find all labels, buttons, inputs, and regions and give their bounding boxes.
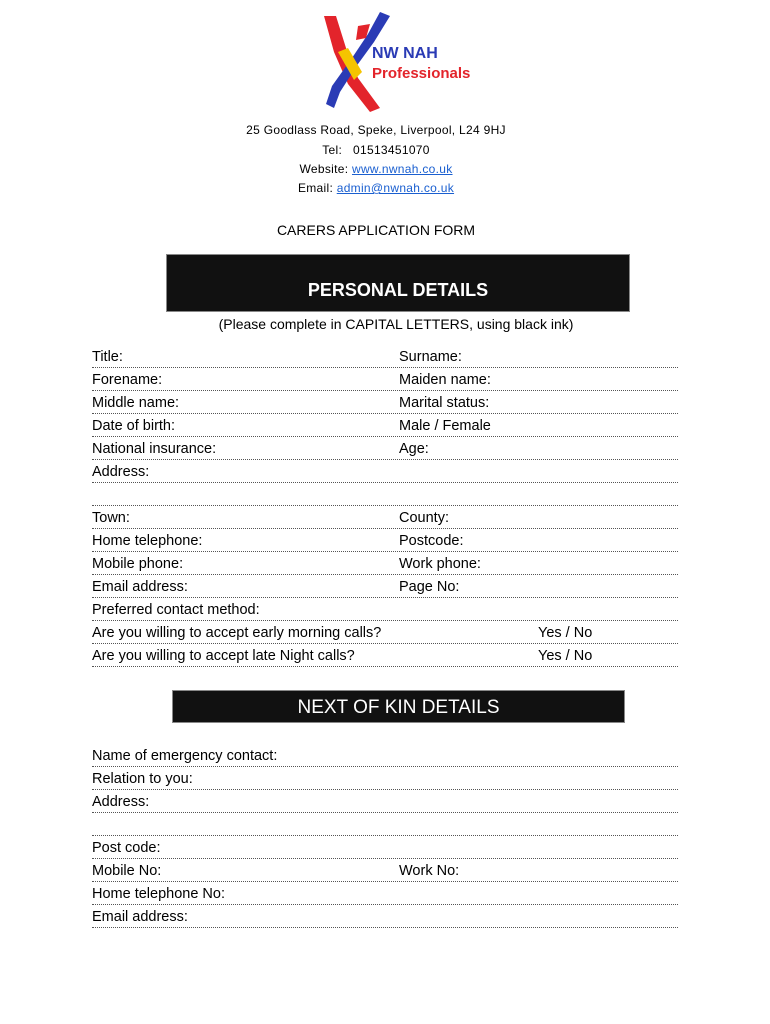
company-logo [318,8,478,118]
email-address-field[interactable]: Email address: [92,579,188,595]
form-row [92,394,678,414]
form-row [92,839,678,859]
form-row [92,371,678,391]
email-label: Email: [297,181,334,195]
logo-text-line1: NW NAH [372,45,438,62]
form-row [92,885,678,905]
form-row [92,417,678,437]
kin-mobile-field[interactable]: Mobile No: [92,863,162,879]
contact-address: 25 Goodlass Road, Speke, Liverpool, L24 9HJ [246,123,506,137]
instruction-note: (Please complete in CAPITAL LETTERS, using black ink) [218,316,574,332]
late-calls-options[interactable]: Yes / No [538,648,593,664]
contact-website [0,162,752,176]
home-telephone-field[interactable]: Home telephone: [92,533,203,549]
county-field[interactable]: County: [399,510,449,526]
form-row [92,509,678,529]
relation-field[interactable]: Relation to you: [92,771,193,787]
preferred-contact-field[interactable]: Preferred contact method: [92,602,260,618]
form-row [92,601,678,621]
form-row [92,747,678,767]
form-title: CARERS APPLICATION FORM [276,222,476,238]
title-field[interactable]: Title: [92,349,123,365]
work-phone-field[interactable]: Work phone: [399,556,481,572]
form-row [92,555,678,575]
kin-address-line-2[interactable] [92,816,678,836]
form-row [92,862,678,882]
form-row [92,624,678,644]
tel-value: 01513451070 [353,143,430,157]
form-row [92,440,678,460]
form-row [92,348,678,368]
surname-field[interactable]: Surname: [399,349,462,365]
emergency-contact-name-field[interactable]: Name of emergency contact: [92,748,278,764]
dob-field[interactable]: Date of birth: [92,418,176,434]
next-of-kin-heading: NEXT OF KIN DETAILS [172,690,625,723]
town-field[interactable]: Town: [92,510,130,526]
form-row [92,578,678,598]
website-label: Website: [299,162,349,176]
form-row [92,463,678,483]
late-calls-question: Are you willing to accept late Night calls? [92,648,355,664]
page-no-field[interactable]: Page No: [399,579,460,595]
address-field[interactable]: Address: [92,464,150,480]
website-link[interactable]: www.nwnah.co.uk [351,162,453,176]
address-line-2[interactable] [92,486,678,506]
kin-email-field[interactable]: Email address: [92,909,188,925]
mobile-phone-field[interactable]: Mobile phone: [92,556,184,572]
email-link[interactable]: admin@nwnah.co.uk [336,181,455,195]
personal-details-heading: PERSONAL DETAILS [166,254,630,312]
postcode-field[interactable]: Postcode: [399,533,464,549]
form-row [92,793,678,813]
kin-home-telephone-field[interactable]: Home telephone No: [92,886,225,902]
tel-label: Tel: [322,143,343,157]
form-row [92,647,678,667]
national-insurance-field[interactable]: National insurance: [92,441,217,457]
contact-email [0,181,752,195]
form-row [92,532,678,552]
age-field[interactable]: Age: [399,441,429,457]
maiden-name-field[interactable]: Maiden name: [399,372,491,388]
kin-postcode-field[interactable]: Post code: [92,840,161,856]
forename-field[interactable]: Forename: [92,372,163,388]
form-row [92,770,678,790]
early-calls-question: Are you willing to accept early morning calls? [92,625,382,641]
kin-address-field[interactable]: Address: [92,794,150,810]
form-row [92,908,678,928]
middle-name-field[interactable]: Middle name: [92,395,180,411]
gender-field[interactable]: Male / Female [399,418,491,434]
logo-text-line2: Professionals [372,65,471,82]
kin-work-field[interactable]: Work No: [399,863,460,879]
marital-status-field[interactable]: Marital status: [399,395,490,411]
contact-tel [0,143,752,157]
early-calls-options[interactable]: Yes / No [538,625,593,641]
